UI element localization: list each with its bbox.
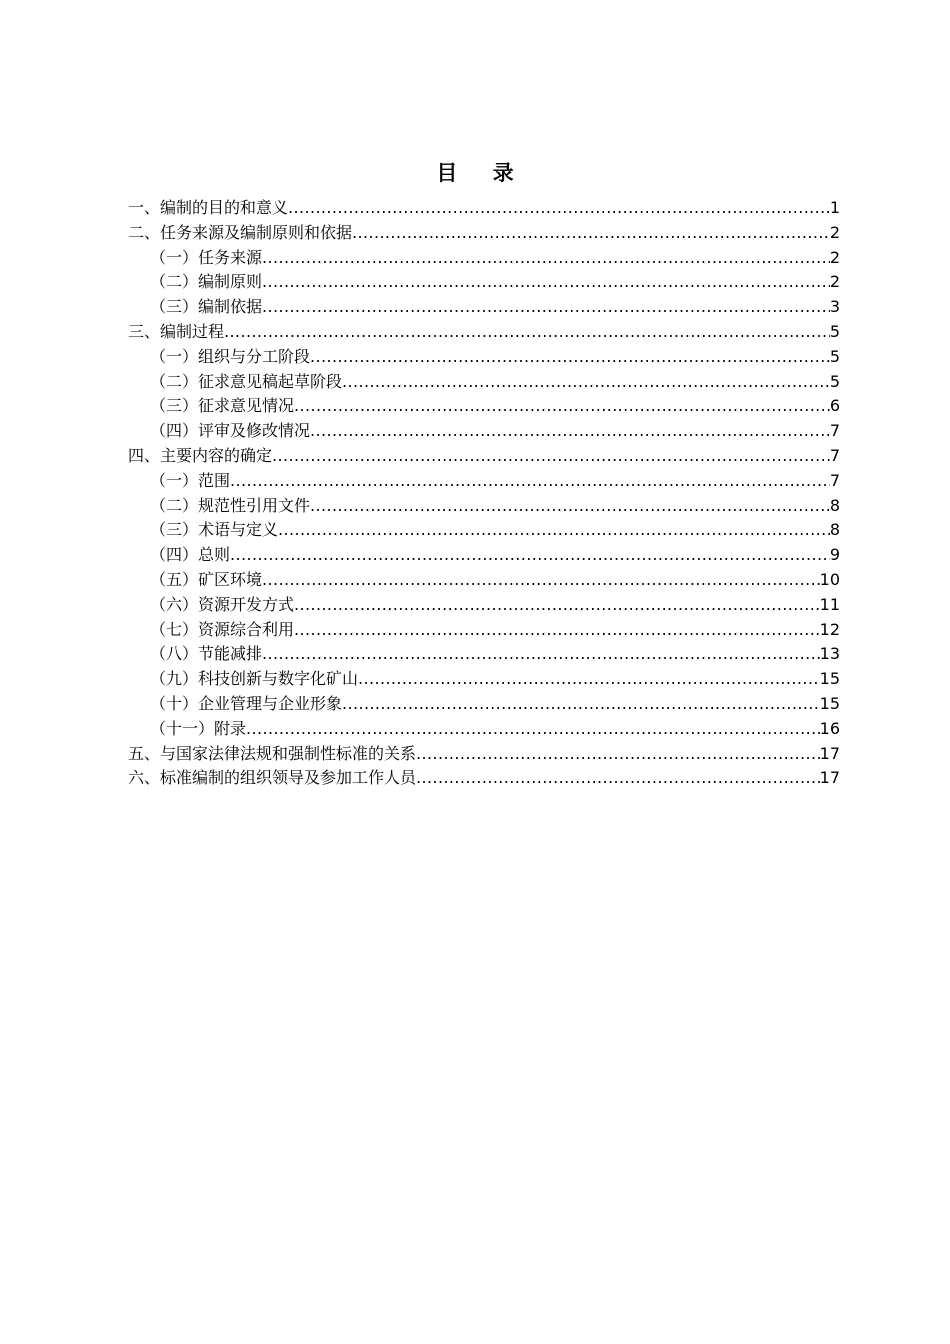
- toc-entry[interactable]: [128, 270, 840, 295]
- toc-entry-page-number: 11: [819, 594, 840, 614]
- toc-entry-page-number: 17: [819, 768, 840, 788]
- toc-entry-page-number: 5: [829, 321, 840, 341]
- toc-dot-leader: [246, 717, 820, 742]
- toc-dot-leader: [294, 394, 830, 419]
- toc-entry-page-number: 2: [829, 247, 840, 267]
- toc-dot-leader: [294, 593, 820, 618]
- toc-entry-label: （二）编制原则: [150, 272, 263, 292]
- toc-entry[interactable]: [128, 667, 840, 692]
- toc-dot-leader: [262, 642, 820, 667]
- toc-entry-label: （十）企业管理与企业形象: [150, 693, 343, 713]
- toc-entry-label: 五、与国家法律法规和强制性标准的关系: [128, 743, 417, 763]
- toc-entry-label: （九）科技创新与数字化矿山: [150, 669, 359, 689]
- toc-entry[interactable]: [128, 246, 840, 271]
- toc-dot-leader: [352, 221, 830, 246]
- toc-entry[interactable]: [128, 593, 840, 618]
- toc-entry[interactable]: [128, 320, 840, 345]
- toc-dot-leader: [416, 766, 820, 791]
- toc-entry-label: （八）节能减排: [150, 644, 263, 664]
- toc-entry-page-number: 7: [829, 470, 840, 490]
- toc-entry[interactable]: [128, 742, 840, 767]
- toc-entry-label: （三）征求意见情况: [150, 396, 295, 416]
- toc-entry[interactable]: [128, 345, 840, 370]
- toc-entry-page-number: 13: [819, 644, 840, 664]
- toc-dot-leader: [230, 469, 830, 494]
- toc-entry-page-number: 17: [819, 743, 840, 763]
- toc-dot-leader: [278, 518, 830, 543]
- toc-entry-page-number: 6: [829, 396, 840, 416]
- toc-dot-leader: [262, 246, 830, 271]
- toc-entry-label: （二）规范性引用文件: [150, 495, 311, 515]
- toc-dot-leader: [294, 618, 820, 643]
- toc-entry[interactable]: [128, 717, 840, 742]
- toc-dot-leader: [310, 494, 830, 519]
- toc-entry-label: 三、编制过程: [128, 321, 225, 341]
- toc-entry[interactable]: [128, 444, 840, 469]
- toc-entry[interactable]: [128, 221, 840, 246]
- toc-entry[interactable]: [128, 692, 840, 717]
- toc-entry-page-number: 9: [829, 545, 840, 565]
- toc-entry[interactable]: [128, 370, 840, 395]
- toc-dot-leader: [272, 444, 830, 469]
- toc-entry-page-number: 8: [829, 495, 840, 515]
- toc-entry[interactable]: [128, 618, 840, 643]
- toc-entry-page-number: 12: [819, 619, 840, 639]
- toc-dot-leader: [342, 692, 820, 717]
- toc-dot-leader: [262, 568, 820, 593]
- toc-dot-leader: [416, 742, 820, 767]
- toc-entry[interactable]: [128, 394, 840, 419]
- toc-entry-page-number: 7: [829, 421, 840, 441]
- toc-entry-page-number: 3: [829, 297, 840, 317]
- toc-entry[interactable]: [128, 642, 840, 667]
- toc-dot-leader: [262, 295, 830, 320]
- toc-entry-label: （四）总则: [150, 545, 231, 565]
- toc-entry-page-number: 2: [829, 222, 840, 242]
- toc-entry-label: 二、任务来源及编制原则和依据: [128, 222, 353, 242]
- toc-entry-page-number: 15: [819, 693, 840, 713]
- toc-entry-label: （一）任务来源: [150, 247, 263, 267]
- toc-entry[interactable]: [128, 494, 840, 519]
- toc-dot-leader: [358, 667, 820, 692]
- toc-entry-label: 一、编制的目的和意义: [128, 198, 289, 217]
- toc-entry-page-number: 1: [829, 198, 840, 217]
- toc-entry[interactable]: [128, 766, 840, 791]
- toc-dot-leader: [262, 270, 830, 295]
- toc-entry-page-number: 7: [829, 445, 840, 465]
- toc-entry-label: （五）矿区环境: [150, 569, 263, 589]
- toc-entry-label: （三）术语与定义: [150, 520, 279, 540]
- toc-entry[interactable]: [128, 543, 840, 568]
- toc-entry-page-number: 16: [819, 718, 840, 738]
- toc-entry[interactable]: [128, 469, 840, 494]
- toc-entry-label: （一）组织与分工阶段: [150, 346, 311, 366]
- toc-entry-page-number: 10: [819, 569, 840, 589]
- toc-entry-label: （三）编制依据: [150, 297, 263, 317]
- toc-dot-leader: [342, 370, 830, 395]
- toc-dot-leader: [224, 320, 830, 345]
- toc-title: 目 录: [436, 160, 528, 185]
- toc-entry-page-number: 2: [829, 272, 840, 292]
- toc-entry-page-number: 8: [829, 520, 840, 540]
- toc-entry-page-number: 5: [829, 346, 840, 366]
- table-of-contents: [128, 196, 840, 791]
- toc-entry-label: （七）资源综合利用: [150, 619, 295, 639]
- toc-entry[interactable]: [128, 196, 840, 221]
- toc-entry-page-number: 15: [819, 669, 840, 689]
- toc-dot-leader: [310, 419, 830, 444]
- toc-entry-label: （十一）附录: [150, 718, 247, 738]
- toc-entry-label: 六、标准编制的组织领导及参加工作人员: [128, 768, 417, 788]
- toc-entry[interactable]: [128, 568, 840, 593]
- toc-dot-leader: [310, 345, 830, 370]
- toc-entry-label: 四、主要内容的确定: [128, 445, 273, 465]
- toc-entry-label: （四）评审及修改情况: [150, 421, 311, 441]
- toc-entry-label: （六）资源开发方式: [150, 594, 295, 614]
- toc-entry-label: （一）范围: [150, 470, 231, 490]
- toc-dot-leader: [230, 543, 830, 568]
- toc-entry[interactable]: [128, 419, 840, 444]
- toc-entry-label: （二）征求意见稿起草阶段: [150, 371, 343, 391]
- toc-entry[interactable]: [128, 295, 840, 320]
- toc-entry-page-number: 5: [829, 371, 840, 391]
- toc-entry[interactable]: [128, 518, 840, 543]
- toc-dot-leader: [288, 196, 830, 221]
